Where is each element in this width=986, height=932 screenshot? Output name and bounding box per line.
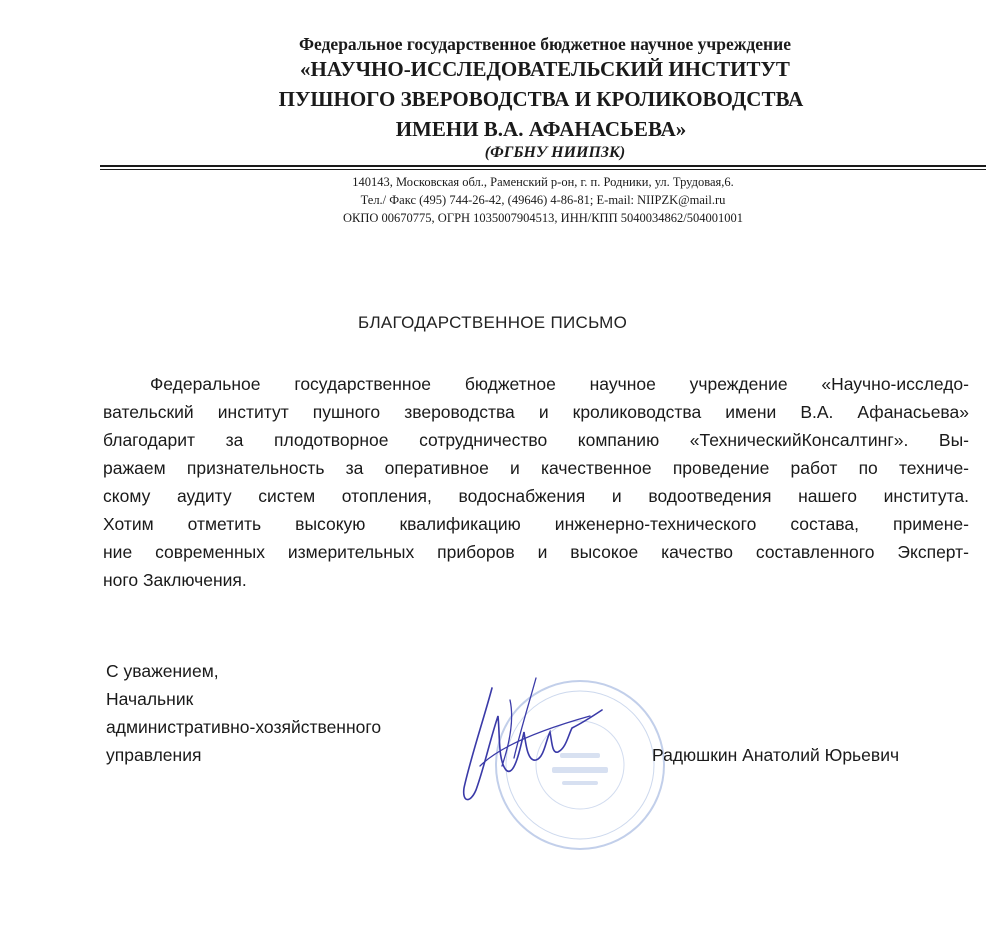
body-line: Федеральное государственное бюджетное научное учреждение «Научно-исследо-: [150, 374, 969, 394]
institution-name-line2: ПУШНОГО ЗВЕРОВОДСТВА И КРОЛИКОВОДСТВА: [278, 87, 804, 111]
contact-line: Тел./ Факс (495) 744-26-42, (49646) 4-86-81; E-mail: NIIPZK@mail.ru: [360, 193, 726, 207]
institution-abbreviation: (ФГБНУ НИИПЗК): [484, 144, 626, 161]
institution-name-line3: ИМЕНИ В.А. АФАНАСЬЕВА»: [395, 117, 687, 141]
institution-type: Федеральное государственное бюджетное научное учреждение: [299, 34, 791, 54]
handwritten-signature: [440, 670, 620, 820]
institution-name-line1: «НАУЧНО-ИССЛЕДОВАТЕЛЬСКИЙ ИНСТИТУТ: [300, 57, 790, 81]
body-line: ражаем признательность за оперативное и качественное проведение работ по техниче-: [103, 458, 969, 478]
body-line: Хотим отметить высокую квалификацию инженерно-технического состава, примене-: [103, 514, 969, 534]
registration-line: ОКПО 00670775, ОГРН 1035007904513, ИНН/КПП 5040034862/504001001: [343, 211, 743, 225]
closing-salutation: С уважением,: [106, 661, 219, 681]
header-divider-thin: [100, 169, 986, 170]
body-line: ного Заключения.: [103, 570, 247, 590]
address-line: 140143, Московская обл., Раменский р-он, г. п. Родники, ул. Трудовая,6.: [352, 175, 734, 189]
signer-title-line3: управления: [106, 745, 202, 765]
body-line: вательский институт пушного звероводства и кролиководства имени В.А. Афанасьева»: [103, 402, 969, 422]
body-line: скому аудиту систем отопления, водоснабжения и водоотведения нашего института.: [103, 486, 969, 506]
body-line: благодарит за плодотворное сотрудничество компанию «ТехническийКонсалтинг». Вы-: [103, 430, 969, 450]
signer-name: Радюшкин Анатолий Юрьевич: [652, 745, 900, 765]
body-line: ние современных измерительных приборов и высокое качество составленного Эксперт-: [103, 542, 969, 562]
signer-title-line2: административно-хозяйственного: [106, 717, 382, 737]
letter-title: БЛАГОДАРСТВЕННОЕ ПИСЬМО: [358, 313, 628, 332]
signer-title-line1: Начальник: [106, 689, 194, 709]
header-divider: [100, 165, 986, 167]
